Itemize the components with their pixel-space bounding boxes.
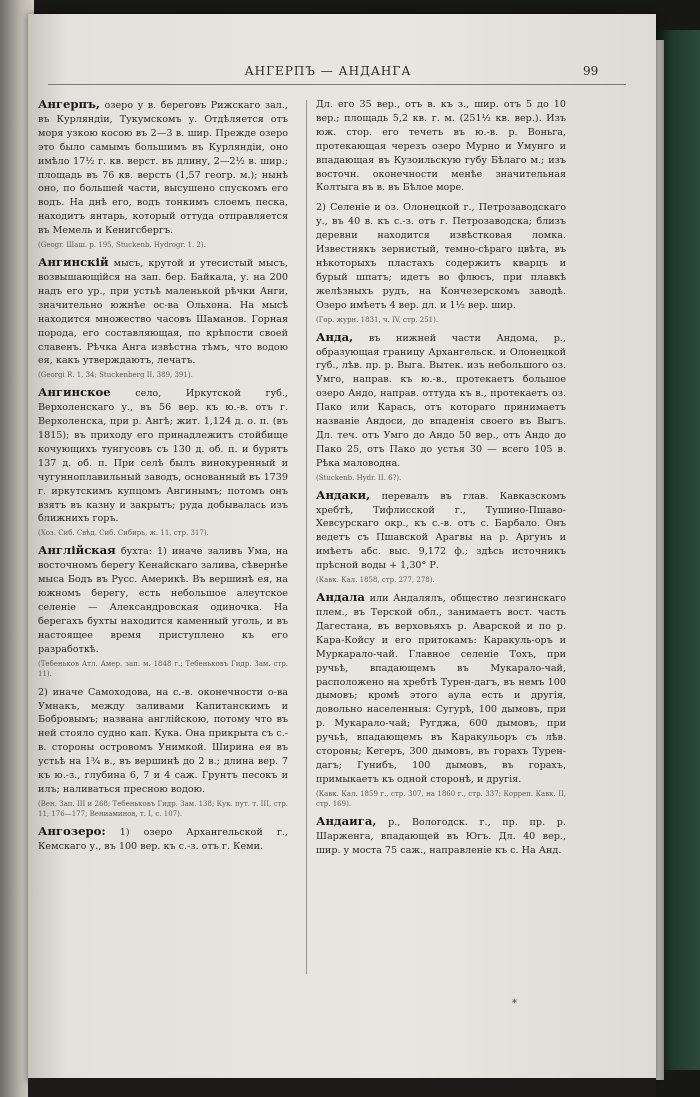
- entry-headword: Ангинское: [38, 385, 111, 400]
- entry-headword: Ангозеро:: [38, 823, 106, 838]
- entry: [38, 544, 288, 678]
- entry: [38, 256, 288, 380]
- column-divider: [306, 100, 307, 974]
- entry: [38, 98, 288, 250]
- entry: [316, 98, 566, 195]
- entry-source: (Georgi R. 1, 34; Stuckenberg II, 389, 391).: [38, 371, 193, 380]
- entry-source: (Хоз. Сиб. Свѣд. Сиб. Сибирь, ж. 11, стр. 317).: [38, 529, 209, 538]
- entry: [38, 386, 288, 538]
- entry-text: бухта: 1) иначе заливъ Ума, на восточномъ берегу Кенайскаго залива, сѣвернѣе мыса Бодъ въ Русс. Америкѣ. Въ вершинѣ ея, на южномъ берегу, есть небольшое алеутское селеніе — Александровская одиночка. На берегахъ бухты находится каменный уголь, и въ настоящее время приступлено къ его разработкѣ.: [38, 546, 288, 655]
- entry-text: село, Иркутской губ., Верхоленскаго у., въ 56 вер. къ ю.-в. отъ г. Верхоленска, при р. Ангѣ; жит. 1,124 д. о. п. (въ 1815); въ приходу его принадлежитъ стойбище кочующихъ тунгусовъ съ 130 д. об. п. и бурятъ 137 д. об. п. При селѣ былъ винокуренный и чугунноплавильный заводъ, основанный въ 1739 г. иркутскимъ купцомъ Ангинымъ; потомъ онъ взятъ въ казну и закрытъ; руда добывалась изъ ближнихъ горъ.: [38, 388, 288, 525]
- entry: [316, 201, 566, 324]
- entry-text: перевалъ въ глав. Кавказскомъ хребтѣ, Тифлисской г., Тушино-Пшаво-Хевсурскаго окр., къ с.-в. отъ с. Барбало. Онъ ведетъ съ Пшавской Арагвы на р. Аргунъ и имѣетъ абс. выс. 9,172 ф.; здѣсь источникъ прѣсной воды + 1,30° Р.: [316, 490, 566, 572]
- entry-source: (Вен. Зап. III и 268; Тебеньковъ Гидр. Зам. 138; Кук. пут. т. III, стр. 11, 176—177; Вениаминов, т. I, с. 107).: [38, 799, 288, 818]
- entry-headword: Андаига,: [316, 813, 377, 828]
- entry-source: (Гор. журн. 1831, ч. IV, стр. 251).: [316, 315, 439, 324]
- entry-text: 2) Селеніе и оз. Олонецкой г., Петрозаводскаго у., въ 40 в. къ с.-з. отъ г. Петрозаводска; близъ деревни находится извѣстковая ломка. Известнякъ зернистый, темно-сѣраго цвѣта, въ нѣкоторыхъ пластахъ содержитъ кварцъ и бурый шпатъ; идетъ во флюсъ, при плавкѣ желѣзныхъ рудъ, на Кончезерскомъ заводѣ. Озеро имѣетъ 4 вер. дл. и 1½ вер. шир.: [316, 202, 566, 311]
- entry-text: 1) озеро Архангельской г., Кемскаго у., въ 100 вер. къ с.-з. отъ г. Кеми.: [38, 826, 288, 852]
- entry-source: (Кавк. Кал. 1859 г., стр. 307, на 1860 г., стр. 337; Корреп. Кавк. II, стр. 169).: [316, 789, 566, 808]
- entry-headword: Андала: [316, 590, 365, 605]
- right-column: [316, 98, 566, 984]
- dictionary-page: [28, 14, 656, 1082]
- entry-text: 2) иначе Самоходова, на с.-в. оконечности о-ва Умнакъ, между заливами Капитанскимъ и Бобровымъ; названа англійскою, потому что въ ней стояло судно кап. Кука. Она прикрыта съ с.-в. стороны островомъ Унимкой. Ширина ея въ устьѣ на 1¾ в., въ вершинѣ до 2 в.; длина вер. 7 къ ю.-з., глубина 6, 7 и 4 саж. Грунтъ песокъ и илъ; наливаться пресною водою.: [38, 686, 288, 795]
- entry-text: р., Вологодск. г., пр. пр. р. Шарженга, впадающей въ Югъ. Дл. 40 вер., шир. у моста 75 саж., направленіе къ с. На Анд.: [316, 816, 566, 856]
- entry-source: (Тебеньков Атл. Амер. зап. м. 1848 г.; Тебеньковъ Гидр. Зам. стр. 11).: [38, 659, 288, 678]
- entry-source: (Geogr. Шаш. р. 195, Stuckenb. Hydrogr. 1. 2).: [38, 241, 206, 250]
- page-header: [28, 64, 656, 86]
- entry-headword: Ангинскій: [38, 255, 109, 270]
- entry-text: озеро у в. береговъ Рижскаго зал., въ Курляндіи, Тукумскомъ у. Отдѣляется отъ моря узкою косою въ 2—3 в. шир. Прежде озеро это было самымъ большимъ въ Курляндіи, оно имѣло 17½ г. кв. верст. въ длину, 2—2½ в. шир.; площадь въ 76 кв. верстъ (1,57 геогр. м.); нынѣ оно, по большей части, высушено спускомъ его водъ. На днѣ его, водъ тонкимъ слоемъ песка, находитъ янтарь, который оттуда отправляется въ Мемель и Кенигсбергъ.: [38, 100, 288, 237]
- entry-headword: Англійская: [38, 543, 116, 558]
- entry-headword: Андаки,: [316, 487, 371, 502]
- entry-text: Дл. его 35 вер., отъ в. къ з., шир. отъ 5 до 10 вер.; площадь 5,2 кв. г. м. (251½ кв. вер.). Изъ юж. стор. его течетъ въ ю.-в. р. Воньга, протекающая черезъ озеро Мурно и Умунго и впадающая въ Кузоильскую губу Бѣлаго м.; изъ восточн. оконечности менѣе значительная Колтыга въ в. въ Бѣлое море.: [316, 99, 566, 194]
- entry-text: мысъ, крутой и утесистый мысъ, возвышающійся на зап. бер. Байкала, у. на 200 надъ его ур., при устьѣ маленькой рѣчки Анги, значительно южнѣе ос-ва Ольхона. На мысѣ находится множество часовъ Шаманов. Горная порода, его составляющая, по крѣпости своей славенъ. Рѣчка Анга извѣстна тѣмъ, что водою ея, какъ утверждаютъ, лечатъ.: [38, 258, 288, 367]
- entry-text: въ нижней части Андома, р., образующая границу Архангельск. и Олонецкой губ., лѣв. пр. р. Выга. Вытек. изъ небольшого оз. Умго, направ. къ ю.-в., протекаетъ большое озеро Андо, направ. оттуда къ в., протекаетъ оз. Пако или Карась, отъ котораго принимаетъ названіе Андоси, до впаденія своего въ Выгъ. Дл. теч. отъ Умго до Андо 50 вер., отъ Андо до Пако 25, отъ Пако до устья 30 — всего 105 в. Рѣка маловодна.: [316, 332, 566, 469]
- entry-headword: Ангерпъ,: [38, 98, 100, 111]
- entry-source: (Stuckenb. Hydr. II. 6?).: [316, 473, 402, 482]
- entry-source: (Кавк. Кал. 1858, стр. 277, 278).: [316, 576, 435, 585]
- entry: [316, 331, 566, 483]
- entry: [316, 591, 566, 809]
- entry: [316, 815, 566, 858]
- entry: [38, 685, 288, 819]
- entry: [316, 489, 566, 585]
- book-bottom-shadow: [28, 1078, 656, 1097]
- header-rule: [48, 84, 626, 85]
- entry-headword: Анда,: [316, 329, 354, 344]
- entry: [38, 825, 288, 854]
- running-title: АНГЕРПЪ — АНДАНГА: [244, 64, 412, 78]
- left-column: [38, 98, 288, 998]
- footer-mark: *: [512, 998, 517, 1009]
- entry-text: или Андалялъ, общество лезгинскаго плем., въ Терской обл., занимаетъ вост. часть Дагестана, въ верховьяхъ р. Аварской и по р. Кара-Койсу и его притокамъ: Каракуль-оръ и Муркарало-чай. Главное селеніе Тохъ, при ручьѣ, впадающемъ въ Мукарало-чай, расположено на хребтѣ Турен-дагъ, въ немъ 100 дымовъ; кромѣ этого аула есть и другія, довольно населенныя: Сугурѣ, 100 дымовъ, при р. Мукарало-чай; Ругджа, 600 дымовъ, при ручьѣ, впадающемъ въ Каракульоръ съ лѣв. стороны; Кегеръ, 300 дымовъ, въ горахъ Турен-дагъ; Гунибъ, 100 дымовъ, въ горахъ, примыкаетъ къ одной сторонѣ, и другія.: [316, 593, 566, 785]
- page-number: 99: [583, 64, 599, 78]
